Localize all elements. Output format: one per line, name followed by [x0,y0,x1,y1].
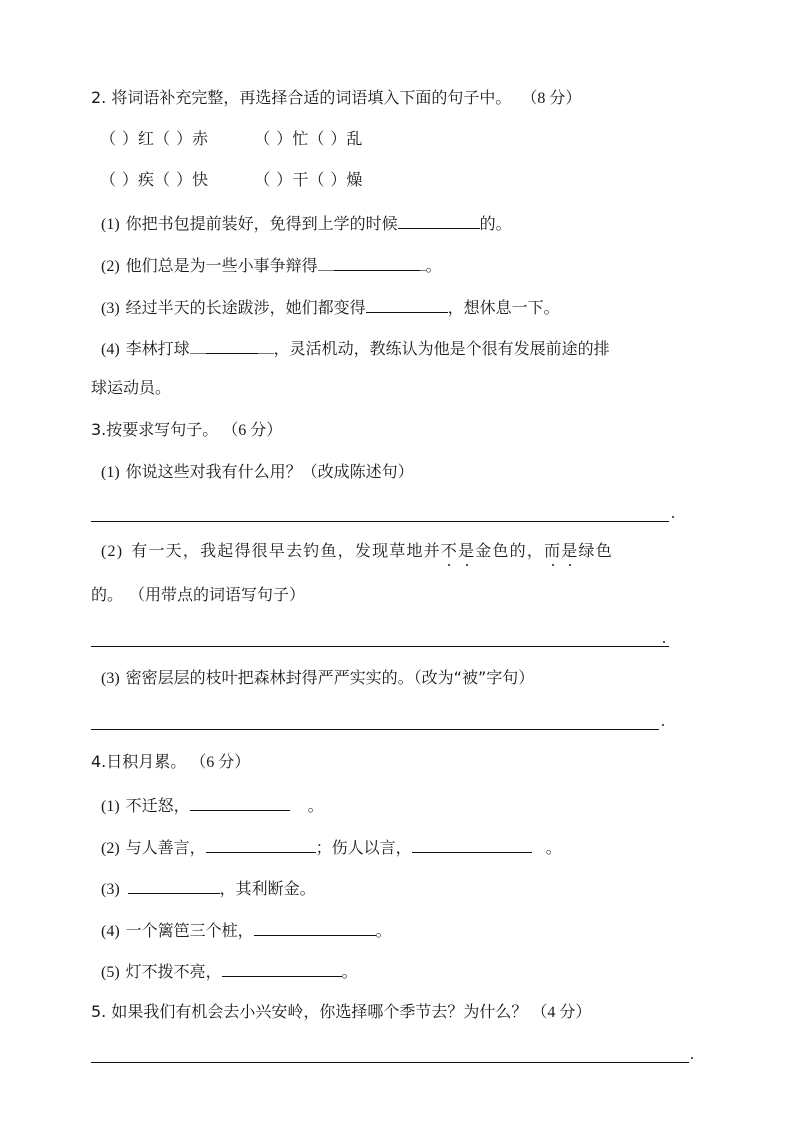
word-bracket-left[interactable]: （ [254,170,271,189]
word-char: 忙 [292,129,309,148]
word-char: 干 [292,170,309,189]
word-bracket-right: ） [276,170,293,189]
item-number: (1) [101,216,120,233]
q3-title: 3.按要求写句子。 [91,420,219,439]
q4-item-1 [101,794,324,817]
item-text: 。 [425,256,442,275]
item-text: 。 [375,921,392,940]
fill-blank[interactable] [412,836,532,853]
word-bracket-right: ） [330,170,347,189]
q2-item-4 [101,337,610,360]
item-text: 李林打球 [125,339,190,358]
word-char: 乱 [346,129,363,148]
fill-blank-pad [318,254,334,271]
emphasis-dot-char: 是 [458,541,476,560]
emphasis-dot-char: 而 [544,541,562,560]
item-text: 你把书包提前装好，免得到上学的时候 [125,214,398,233]
fill-blank[interactable] [398,212,480,229]
item-text: 你说这些对我有什么用？ [125,462,302,481]
item-number: (2) [101,840,120,857]
q3-item-2 [101,541,613,562]
line-end-dot [672,516,674,518]
item-text: 他们总是为一些小事争辩得 [125,256,318,275]
word-bracket-right: ） [122,129,139,148]
fill-blank[interactable] [222,960,342,977]
word-bracket-right: ） [330,129,347,148]
q3-item-1 [101,462,414,483]
line-end-dot [662,724,664,726]
fill-blank[interactable] [254,919,376,936]
word-char: 红 [138,129,155,148]
answer-line-q5[interactable] [91,1062,689,1063]
item-text: 一个篱笆三个桩， [125,921,254,940]
q2-item-3 [101,296,560,319]
word-bracket-left[interactable]: （ [154,170,171,189]
q3-heading [91,420,282,441]
word-char: 赤 [192,129,209,148]
answer-line-q3-2[interactable] [91,646,669,647]
q4-item-5 [101,960,358,983]
line-end-dot [663,641,665,643]
q4-item-3 [101,877,316,900]
word-bracket-left[interactable]: （ [100,170,117,189]
emphasis-dot-char: 不 [440,541,459,560]
q4-title: 4.日积月累。 [91,752,187,771]
emphasis-dot-char: 是 [561,541,579,560]
word-bracket-left[interactable]: （ [100,129,117,148]
q4-item-2 [101,836,562,859]
q2-words-row-2 [100,170,362,190]
item-text: 金色的， [475,541,545,560]
item-number: (2) [101,543,124,560]
word-char: 快 [192,170,209,189]
item-text: ，想休息一下。 [447,298,560,317]
q5-title: 5. 如果我们有机会去小兴安岭，你选择哪个季节去？为什么？ [91,1002,528,1021]
q2-item-1 [101,212,512,235]
word-bracket-right: ） [122,170,139,189]
item-text: 。 [341,962,358,981]
item-text: 绿色 [578,541,613,560]
item-number: (3) [101,670,120,687]
fill-blank[interactable] [206,836,316,853]
word-char: 燥 [346,170,363,189]
q2-score: （8 分） [521,90,582,107]
q3-score: （6 分） [222,422,283,439]
item-text: 的。 [91,585,124,604]
item-text: 与人善言， [125,838,206,857]
item-text: 不迁怒， [125,796,190,815]
fill-blank-pad [258,337,274,354]
fill-blank[interactable] [206,337,258,354]
item-number: (3) [101,881,120,898]
q4-heading [91,752,250,773]
item-number: (1) [101,798,120,815]
item-hint: （用带点的词语写句子） [129,585,306,604]
q3-item-3 [101,668,534,689]
item-number: (1) [101,464,120,481]
q2-item-4-continued: 球运动员。 [91,378,172,397]
item-text: 有一天，我起得很早去钓鱼，发现草地并 [131,541,441,560]
line-end-dot [691,1057,693,1059]
fill-blank[interactable] [334,254,420,271]
item-hint: （改成陈述句） [301,462,414,481]
word-bracket-right: ） [176,129,193,148]
item-text: 经过半天的长途跋涉，她们都变得 [125,298,366,317]
item-number: (2) [101,258,120,275]
item-text: 灯不拨不亮， [125,962,222,981]
item-text: 。 [307,796,324,815]
item-number: (5) [101,964,120,981]
item-text: ，其利断金。 [219,879,316,898]
item-text: ，灵活机动，教练认为他是个很有发展前途的排 [273,339,610,358]
q2-words-row-1 [100,129,362,149]
item-number: (3) [101,300,120,317]
q3-item-2-continued [91,585,305,605]
item-text: 。 [545,838,562,857]
word-bracket-right: ） [276,129,293,148]
q2-heading [91,88,581,109]
word-char: 疾 [138,170,155,189]
q5-heading [91,1002,591,1023]
fill-blank-pad [190,337,206,354]
word-bracket-left[interactable]: （ [254,129,271,148]
fill-blank[interactable] [190,794,290,811]
item-text: 密密层层的枝叶把森林封得严严实实的。 [125,668,414,687]
q2-title: 2. 将词语补充完整，再选择合适的词语填入下面的句子中。 [91,88,512,107]
q4-score: （6 分） [190,754,251,771]
q2-item-2 [101,254,442,277]
item-hint: （改为“被”字句） [413,668,535,687]
word-bracket-left[interactable]: （ [308,129,325,148]
answer-line-q3-1[interactable] [91,521,669,522]
q5-score: （4 分） [531,1004,592,1021]
item-text: 的。 [479,214,512,233]
fill-blank[interactable] [366,296,448,313]
item-number: (4) [101,341,120,358]
item-number: (4) [101,923,120,940]
word-bracket-left[interactable]: （ [154,129,171,148]
fill-blank[interactable] [128,877,220,894]
answer-line-q3-3[interactable] [91,729,659,730]
word-bracket-right: ） [176,170,193,189]
word-bracket-left[interactable]: （ [308,170,325,189]
q4-item-4 [101,919,392,942]
item-text: ；伤人以言， [315,838,412,857]
